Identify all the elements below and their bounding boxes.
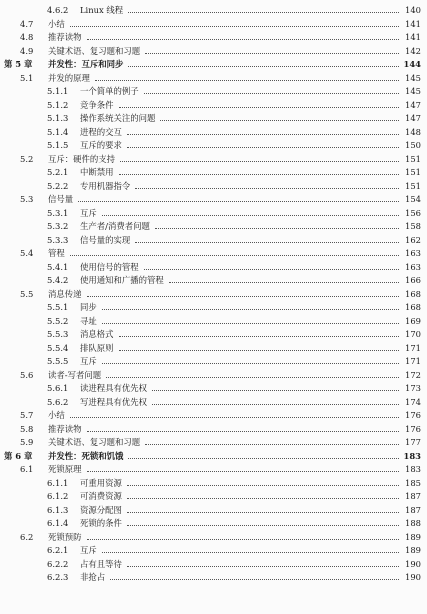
toc-entry-page-number: 168: [402, 288, 421, 302]
toc-entry-title: 并发性：死锁和饥饿: [48, 450, 126, 464]
dot-leader: [70, 255, 399, 256]
toc-entry[interactable]: [0, 490, 427, 504]
dot-leader: [144, 269, 399, 270]
dot-leader: [119, 107, 400, 108]
toc-entry-page-number: 171: [402, 342, 421, 356]
toc-entry-number: 5.8: [20, 423, 34, 434]
toc-entry-page-number: 173: [402, 382, 421, 396]
toc-chapter-entry[interactable]: [0, 450, 427, 464]
toc-entry-title: 进程的交互: [80, 126, 125, 140]
toc-entry-page-number: 177: [402, 436, 421, 450]
toc-entry-title: 寻址: [80, 315, 100, 329]
toc-entry-title: 占有且等待: [80, 558, 125, 572]
toc-entry[interactable]: [0, 517, 427, 531]
toc-entry[interactable]: [0, 193, 427, 207]
toc-entry-title: 可重用资源: [80, 477, 125, 491]
dot-leader: [160, 120, 399, 121]
dot-leader: [102, 309, 399, 310]
toc-entry-number: 5.3: [20, 194, 34, 204]
toc-entry[interactable]: [0, 315, 427, 329]
dot-leader: [87, 296, 400, 297]
toc-entry-title: 并发的原理: [48, 72, 93, 86]
toc-entry[interactable]: [0, 112, 427, 126]
toc-entry-title: 小结: [48, 18, 68, 32]
dot-leader: [128, 66, 399, 67]
toc-entry-title: 关键术语、复习题和习题: [48, 45, 143, 59]
dot-leader: [135, 188, 399, 189]
dot-leader: [120, 161, 399, 162]
toc-entry[interactable]: [0, 288, 427, 302]
toc-entry-page-number: 190: [402, 558, 421, 572]
toc-entry-page-number: 174: [402, 396, 421, 410]
toc-entry-page-number: 183: [401, 450, 421, 464]
toc-entry[interactable]: [0, 328, 427, 342]
toc-entry[interactable]: [0, 18, 427, 32]
dot-leader: [102, 363, 399, 364]
dot-leader: [102, 552, 399, 553]
toc-entry-title: 消息格式: [80, 328, 117, 342]
toc-entry[interactable]: [0, 531, 427, 545]
toc-entry-page-number: 150: [402, 139, 421, 153]
toc-entry[interactable]: [0, 85, 427, 99]
toc-entry-page-number: 140: [402, 4, 421, 18]
toc-entry-title: 推荐读物: [48, 31, 85, 45]
toc-entry[interactable]: [0, 409, 427, 423]
toc-entry[interactable]: [0, 477, 427, 491]
toc-entry-page-number: 169: [402, 315, 421, 329]
toc-entry-page-number: 162: [402, 234, 421, 248]
toc-entry-number: 5.6.2: [47, 396, 69, 407]
toc-entry-page-number: 163: [402, 247, 421, 261]
toc-entry[interactable]: [0, 126, 427, 140]
toc-entry[interactable]: [0, 423, 427, 437]
dot-leader: [87, 39, 400, 40]
toc-entry-page-number: 145: [402, 85, 421, 99]
toc-entry-title: 信号量的实现: [80, 234, 133, 248]
toc-entry-title: 消息传递: [48, 288, 85, 302]
toc-entry-title: 非抢占: [80, 571, 108, 585]
toc-entry-page-number: 189: [402, 544, 421, 558]
toc-entry[interactable]: [0, 139, 427, 153]
toc-entry-number: 5.4.2: [47, 275, 69, 285]
toc-entry-number: 5.3.3: [47, 234, 69, 245]
dot-leader: [70, 26, 399, 27]
toc-entry-page-number: 168: [402, 301, 421, 315]
toc-entry-number: 6.1: [20, 464, 34, 474]
toc-entry[interactable]: [0, 301, 427, 315]
dot-leader: [128, 12, 399, 13]
dot-leader: [119, 174, 400, 175]
toc-entry-title: 互斥：硬件的支持: [48, 153, 118, 167]
toc-entry-number: 4.8: [20, 32, 34, 42]
toc-entry-page-number: 147: [402, 99, 421, 113]
toc-entry[interactable]: [0, 99, 427, 113]
toc-entry[interactable]: [0, 558, 427, 572]
toc-entry-title: 互斥: [80, 544, 100, 558]
toc-entry-number: 4.9: [20, 45, 34, 56]
toc-entry-title: 读者-写者问题: [48, 369, 104, 383]
toc-entry-page-number: 176: [402, 423, 421, 437]
toc-entry[interactable]: [0, 382, 427, 396]
toc-entry-page-number: 156: [402, 207, 421, 221]
dot-leader: [144, 93, 399, 94]
toc-entry-page-number: 151: [402, 153, 421, 167]
toc-entry-number: 6.1.1: [47, 477, 69, 488]
toc-entry-page-number: 158: [402, 220, 421, 234]
toc-entry-number: 5.5.4: [47, 342, 69, 353]
toc-entry-number: 5.3.1: [47, 207, 69, 218]
toc-entry-title: 互斥: [80, 355, 100, 369]
toc-entry-title: 信号量: [48, 193, 76, 207]
toc-entry-title: 生产者/消费者问题: [80, 220, 153, 234]
toc-entry[interactable]: [0, 166, 427, 180]
dot-leader: [152, 390, 399, 391]
toc-entry-number: 6.1.4: [47, 518, 69, 528]
dot-leader: [87, 539, 400, 540]
dot-leader: [128, 458, 399, 459]
toc-entry-title: 同步: [80, 301, 100, 315]
toc-entry[interactable]: [0, 234, 427, 248]
toc-entry-title: 死锁原理: [48, 463, 85, 477]
toc-entry-title: 死锁的条件: [80, 517, 125, 531]
toc-entry-title: 关键术语、复习题和习题: [48, 436, 143, 450]
toc-entry[interactable]: [0, 180, 427, 194]
toc-entry-number: 6.2.1: [47, 545, 69, 555]
toc-entry[interactable]: [0, 463, 427, 477]
dot-leader: [106, 377, 399, 378]
toc-entry[interactable]: [0, 396, 427, 410]
toc-entry[interactable]: [0, 220, 427, 234]
dot-leader: [70, 417, 399, 418]
toc-entry[interactable]: [0, 153, 427, 167]
toc-entry[interactable]: [0, 45, 427, 59]
toc-entry-number: 5.6: [20, 369, 34, 380]
dot-leader: [169, 282, 399, 283]
toc-entry-title: 管程: [48, 247, 68, 261]
toc-entry-page-number: 148: [402, 126, 421, 140]
toc-entry-title: 使用信号的管程: [80, 261, 142, 275]
toc-entry-title: 读进程具有优先权: [80, 382, 150, 396]
dot-leader: [119, 336, 400, 337]
toc-entry-title: 写进程具有优先权: [80, 396, 150, 410]
dot-leader: [127, 147, 399, 148]
toc-entry-number: 5.1.2: [47, 99, 69, 110]
toc-entry-page-number: 187: [402, 490, 421, 504]
toc-entry-page-number: 171: [402, 355, 421, 369]
dot-leader: [87, 431, 400, 432]
toc-entry-number: 5.5.3: [47, 329, 69, 339]
toc-entry[interactable]: [0, 342, 427, 356]
toc-entry-title: 互斥: [80, 207, 100, 221]
toc-entry-page-number: 141: [402, 31, 421, 45]
toc-entry-number: 6.2.2: [47, 558, 69, 569]
dot-leader: [127, 525, 399, 526]
toc-entry[interactable]: [0, 355, 427, 369]
toc-entry-number: 5.1.5: [47, 140, 69, 150]
toc-entry-page-number: 172: [402, 369, 421, 383]
dot-leader: [135, 242, 399, 243]
toc-entry-page-number: 142: [402, 45, 421, 59]
dot-leader: [127, 485, 399, 486]
toc-entry-page-number: 154: [402, 193, 421, 207]
toc-entry-title: 操作系统关注的问题: [80, 112, 158, 126]
toc-entry[interactable]: [0, 247, 427, 261]
toc-entry-title: 竞争条件: [80, 99, 117, 113]
toc-entry-number: 4.6.2: [47, 5, 69, 15]
toc-entry[interactable]: [0, 4, 427, 18]
toc-entry-page-number: 170: [402, 328, 421, 342]
toc-entry-number: 5.9: [20, 437, 34, 447]
toc-entry[interactable]: [0, 207, 427, 221]
toc-entry-page-number: 166: [402, 274, 421, 288]
toc-entry-title: 排队原则: [80, 342, 117, 356]
toc-entry-number: 5.2.1: [47, 167, 69, 177]
toc-entry-page-number: 188: [402, 517, 421, 531]
toc-entry-title: 可消费资源: [80, 490, 125, 504]
toc-entry-number: 第 5 章: [4, 59, 33, 69]
toc-entry-page-number: 176: [402, 409, 421, 423]
toc-entry-number: 6.2: [20, 531, 34, 542]
dot-leader: [87, 471, 400, 472]
toc-entry-number: 5.4.1: [47, 261, 69, 272]
toc-entry-page-number: 190: [402, 571, 421, 585]
toc-entry[interactable]: [0, 261, 427, 275]
toc-list: [0, 4, 427, 585]
toc-entry-number: 6.1.3: [47, 504, 69, 515]
toc-entry-number: 5.7: [20, 410, 34, 420]
toc-entry-number: 5.2.2: [47, 180, 69, 191]
toc-entry-title: 互斥的要求: [80, 139, 125, 153]
toc-entry-number: 5.5.5: [47, 356, 69, 366]
toc-entry-title: 使用通知和广播的管程: [80, 274, 167, 288]
toc-entry-page-number: 183: [402, 463, 421, 477]
toc-entry-page-number: 151: [402, 180, 421, 194]
toc-entry-page-number: 151: [402, 166, 421, 180]
toc-entry-number: 5.1.3: [47, 113, 69, 123]
toc-entry-title: 小结: [48, 409, 68, 423]
toc-entry[interactable]: [0, 504, 427, 518]
toc-entry-number: 4.7: [20, 18, 34, 29]
toc-entry-number: 5.1.1: [47, 86, 69, 96]
toc-entry-number: 5.2: [20, 153, 34, 164]
dot-leader: [102, 215, 399, 216]
toc-entry-number: 5.4: [20, 248, 34, 258]
dot-leader: [145, 444, 399, 445]
dot-leader: [119, 350, 400, 351]
dot-leader: [127, 134, 399, 135]
toc-entry-number: 5.1: [20, 72, 34, 83]
toc-entry-page-number: 145: [402, 72, 421, 86]
toc-entry-page-number: 189: [402, 531, 421, 545]
toc-entry-title: 资源分配图: [80, 504, 125, 518]
toc-entry-title: 推荐读物: [48, 423, 85, 437]
toc-entry-number: 6.1.2: [47, 491, 69, 501]
toc-entry-page-number: 144: [401, 58, 421, 72]
toc-entry-page-number: 185: [402, 477, 421, 491]
toc-entry-title: 死锁预防: [48, 531, 85, 545]
dot-leader: [155, 228, 399, 229]
toc-entry[interactable]: [0, 571, 427, 585]
dot-leader: [127, 566, 399, 567]
toc-entry[interactable]: [0, 274, 427, 288]
toc-entry-title: 一个简单的例子: [80, 85, 142, 99]
toc-entry-number: 5.6.1: [47, 383, 69, 393]
dot-leader: [127, 498, 399, 499]
toc-entry-number: 6.2.3: [47, 572, 69, 582]
toc-entry-number: 第 6 章: [4, 450, 33, 461]
toc-entry-page-number: 187: [402, 504, 421, 518]
toc-entry-page-number: 141: [402, 18, 421, 32]
toc-entry[interactable]: [0, 72, 427, 86]
toc-entry[interactable]: [0, 544, 427, 558]
toc-entry-number: 5.5: [20, 288, 34, 299]
toc-entry[interactable]: [0, 436, 427, 450]
toc-entry-number: 5.3.2: [47, 221, 69, 231]
toc-entry-number: 5.5.1: [47, 302, 69, 312]
toc-entry[interactable]: [0, 369, 427, 383]
dot-leader: [110, 579, 399, 580]
dot-leader: [127, 512, 399, 513]
toc-entry-number: 5.5.2: [47, 315, 69, 326]
dot-leader: [95, 80, 399, 81]
toc-entry-title: 中断禁用: [80, 166, 117, 180]
toc-entry[interactable]: [0, 31, 427, 45]
toc-entry-title: 专用机器指令: [80, 180, 133, 194]
dot-leader: [152, 404, 399, 405]
toc-entry-page-number: 163: [402, 261, 421, 275]
toc-entry-title: 并发性：互斥和同步: [48, 58, 126, 72]
toc-entry-title: Linux 线程: [80, 4, 126, 18]
dot-leader: [102, 323, 399, 324]
toc-chapter-entry[interactable]: [0, 58, 427, 72]
toc-entry-number: 5.1.4: [47, 126, 69, 137]
dot-leader: [145, 53, 399, 54]
toc-entry-page-number: 147: [402, 112, 421, 126]
dot-leader: [78, 201, 399, 202]
